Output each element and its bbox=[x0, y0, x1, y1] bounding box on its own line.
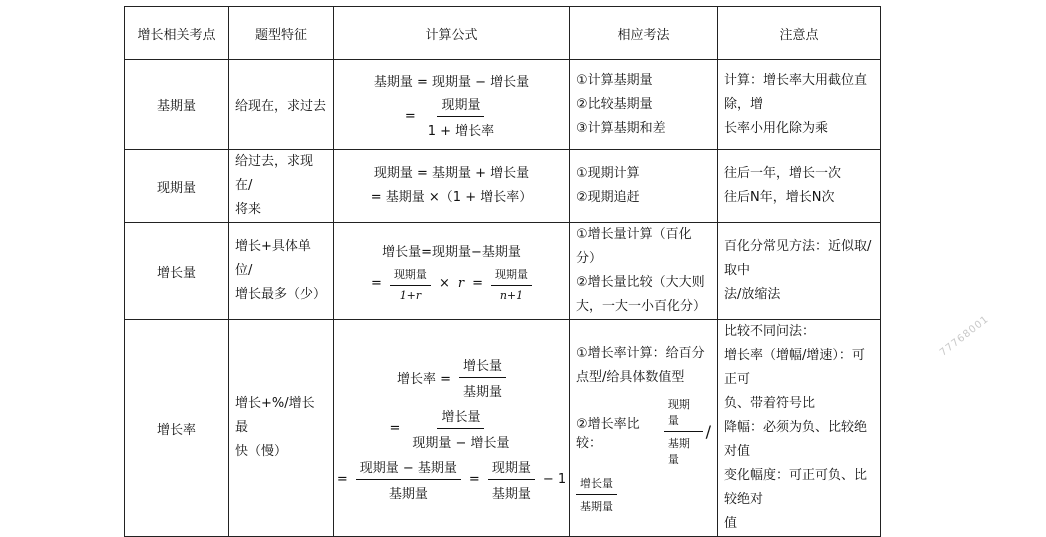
note-line: 长率小用化除为乘 bbox=[724, 120, 829, 136]
topic-cell: 基期量 bbox=[125, 60, 229, 150]
fraction bbox=[424, 94, 498, 139]
equals-sign: = bbox=[468, 471, 480, 487]
table-row bbox=[125, 150, 881, 223]
note-line: 变化幅度：可正可负、比较绝对 bbox=[724, 468, 868, 507]
method-item: 大，一大一小百化分） bbox=[576, 299, 707, 314]
note-line: 往后一年，增长一次 bbox=[724, 166, 842, 181]
fraction-numerator: 增长量 bbox=[576, 475, 617, 495]
formula-cell bbox=[334, 60, 570, 150]
topic-cell: 现期量 bbox=[125, 150, 229, 223]
equals-sign: = bbox=[404, 108, 416, 124]
formula-lhs: 增长率 = bbox=[396, 371, 451, 387]
formula-line: = 基期量 ×（1 + 增长率） bbox=[370, 190, 533, 205]
notes-cell bbox=[718, 223, 881, 320]
note-line: 负、带着符号比 bbox=[724, 396, 816, 411]
feature-cell bbox=[229, 60, 334, 150]
header-feature: 题型特征 bbox=[229, 7, 334, 60]
times-sign: × bbox=[438, 276, 450, 291]
methods-cell bbox=[570, 223, 718, 320]
fraction bbox=[664, 396, 703, 467]
fraction-denominator: 现期量 − 增长量 bbox=[412, 435, 510, 451]
header-row bbox=[125, 7, 881, 60]
equals-sign: = bbox=[389, 420, 401, 436]
growth-formula-table bbox=[124, 6, 881, 537]
methods-cell bbox=[570, 150, 718, 223]
fraction-denominator: 基期量 bbox=[491, 486, 531, 502]
feature-line: 增长最多（少） bbox=[235, 287, 327, 302]
feature-line: 给过去，求现在/ bbox=[235, 154, 314, 193]
equals-sign: = bbox=[472, 276, 483, 291]
minus-one: − 1 bbox=[542, 471, 567, 487]
formula-line: 现期量 = 基期量 + 增长量 bbox=[373, 166, 530, 181]
method-item: ①增长量计算（百化分） bbox=[576, 227, 692, 266]
fraction-denominator: 基期量 bbox=[388, 486, 428, 502]
notes-cell bbox=[718, 150, 881, 223]
header-formula: 计算公式 bbox=[334, 7, 570, 60]
fraction-numerator: 增长量 bbox=[459, 355, 506, 378]
header-methods: 相应考法 bbox=[570, 7, 718, 60]
topic-cell: 增长率 bbox=[125, 320, 229, 537]
fraction-denominator: 1 + 增长率 bbox=[427, 123, 495, 139]
method-item: 点型/给具体数值型 bbox=[576, 370, 685, 385]
method-item: ①增长率计算：给百分 bbox=[576, 346, 705, 361]
fraction-denominator: n+1 bbox=[499, 288, 524, 302]
watermark-text: 77768001 bbox=[938, 313, 992, 359]
formula-cell bbox=[334, 150, 570, 223]
fraction-denominator: 基期量 bbox=[667, 437, 690, 466]
fraction-denominator: 基期量 bbox=[463, 384, 503, 400]
fraction-numerator: 现期量 bbox=[664, 396, 703, 432]
note-line: 计算：增长率大用截位直除，增 bbox=[724, 72, 868, 112]
equals-sign: = bbox=[371, 276, 382, 291]
feature-line: 将来 bbox=[235, 202, 262, 217]
feature-line: 给现在，求过去 bbox=[235, 99, 327, 114]
feature-line: 快（慢） bbox=[235, 444, 288, 459]
rate-variable: r bbox=[457, 276, 465, 291]
fraction-numerator: 现期量 bbox=[437, 94, 484, 117]
note-line: 比较不同问法： bbox=[724, 324, 816, 339]
method-item: ②增长量比较（大大则 bbox=[576, 275, 705, 290]
fraction bbox=[459, 355, 506, 400]
method-item: ①现期计算 bbox=[576, 166, 640, 181]
method-item: ②比较基期量 bbox=[576, 96, 653, 112]
fraction-denominator: 基期量 bbox=[580, 500, 613, 513]
fraction bbox=[488, 457, 535, 502]
method-item: ②增长率比较： bbox=[576, 416, 640, 451]
note-line: 法/放缩法 bbox=[724, 287, 781, 302]
feature-cell bbox=[229, 223, 334, 320]
header-notes: 注意点 bbox=[718, 7, 881, 60]
method-item: ③计算基期和差 bbox=[576, 120, 666, 136]
note-line: 往后N年，增长N次 bbox=[724, 190, 835, 205]
method-item: ②现期追赶 bbox=[576, 190, 640, 205]
fraction bbox=[390, 266, 431, 302]
fraction-numerator: 现期量 bbox=[488, 457, 535, 480]
table-row bbox=[125, 320, 881, 537]
equals-sign: = bbox=[336, 471, 348, 487]
methods-cell bbox=[570, 60, 718, 150]
header-topic: 增长相关考点 bbox=[125, 7, 229, 60]
formula-line: 增长量=现期量−基期量 bbox=[382, 244, 521, 260]
fraction-numerator: 增长量 bbox=[437, 406, 484, 429]
fraction bbox=[491, 266, 532, 302]
fraction-denominator: 1+r bbox=[399, 288, 422, 302]
topic-cell: 增长量 bbox=[125, 223, 229, 320]
fraction-numerator: 现期量 bbox=[491, 266, 532, 286]
fraction bbox=[576, 475, 617, 514]
note-line: 百化分常见方法：近似取/取中 bbox=[724, 239, 872, 278]
feature-line: 增长+%/增长最 bbox=[235, 396, 315, 435]
table-row bbox=[125, 223, 881, 320]
fraction-numerator: 现期量 bbox=[390, 266, 431, 286]
slash-separator: / bbox=[705, 422, 711, 441]
fraction bbox=[408, 406, 513, 451]
formula-cell bbox=[334, 223, 570, 320]
note-line: 增长率（增幅/增速）：可正可 bbox=[724, 348, 865, 387]
methods-cell bbox=[570, 320, 718, 537]
formula-cell bbox=[334, 320, 570, 537]
note-line: 值 bbox=[724, 516, 738, 531]
table-row bbox=[125, 60, 881, 150]
feature-cell bbox=[229, 320, 334, 537]
notes-cell bbox=[718, 320, 881, 537]
feature-cell bbox=[229, 150, 334, 223]
notes-cell bbox=[718, 60, 881, 150]
feature-line: 增长+具体单位/ bbox=[235, 239, 311, 278]
formula-line: 基期量 = 现期量 − 增长量 bbox=[373, 74, 530, 90]
method-item: ①计算基期量 bbox=[576, 72, 653, 88]
fraction bbox=[356, 457, 461, 502]
fraction-numerator: 现期量 − 基期量 bbox=[356, 457, 461, 480]
note-line: 降幅：必须为负、比较绝对值 bbox=[724, 420, 868, 459]
